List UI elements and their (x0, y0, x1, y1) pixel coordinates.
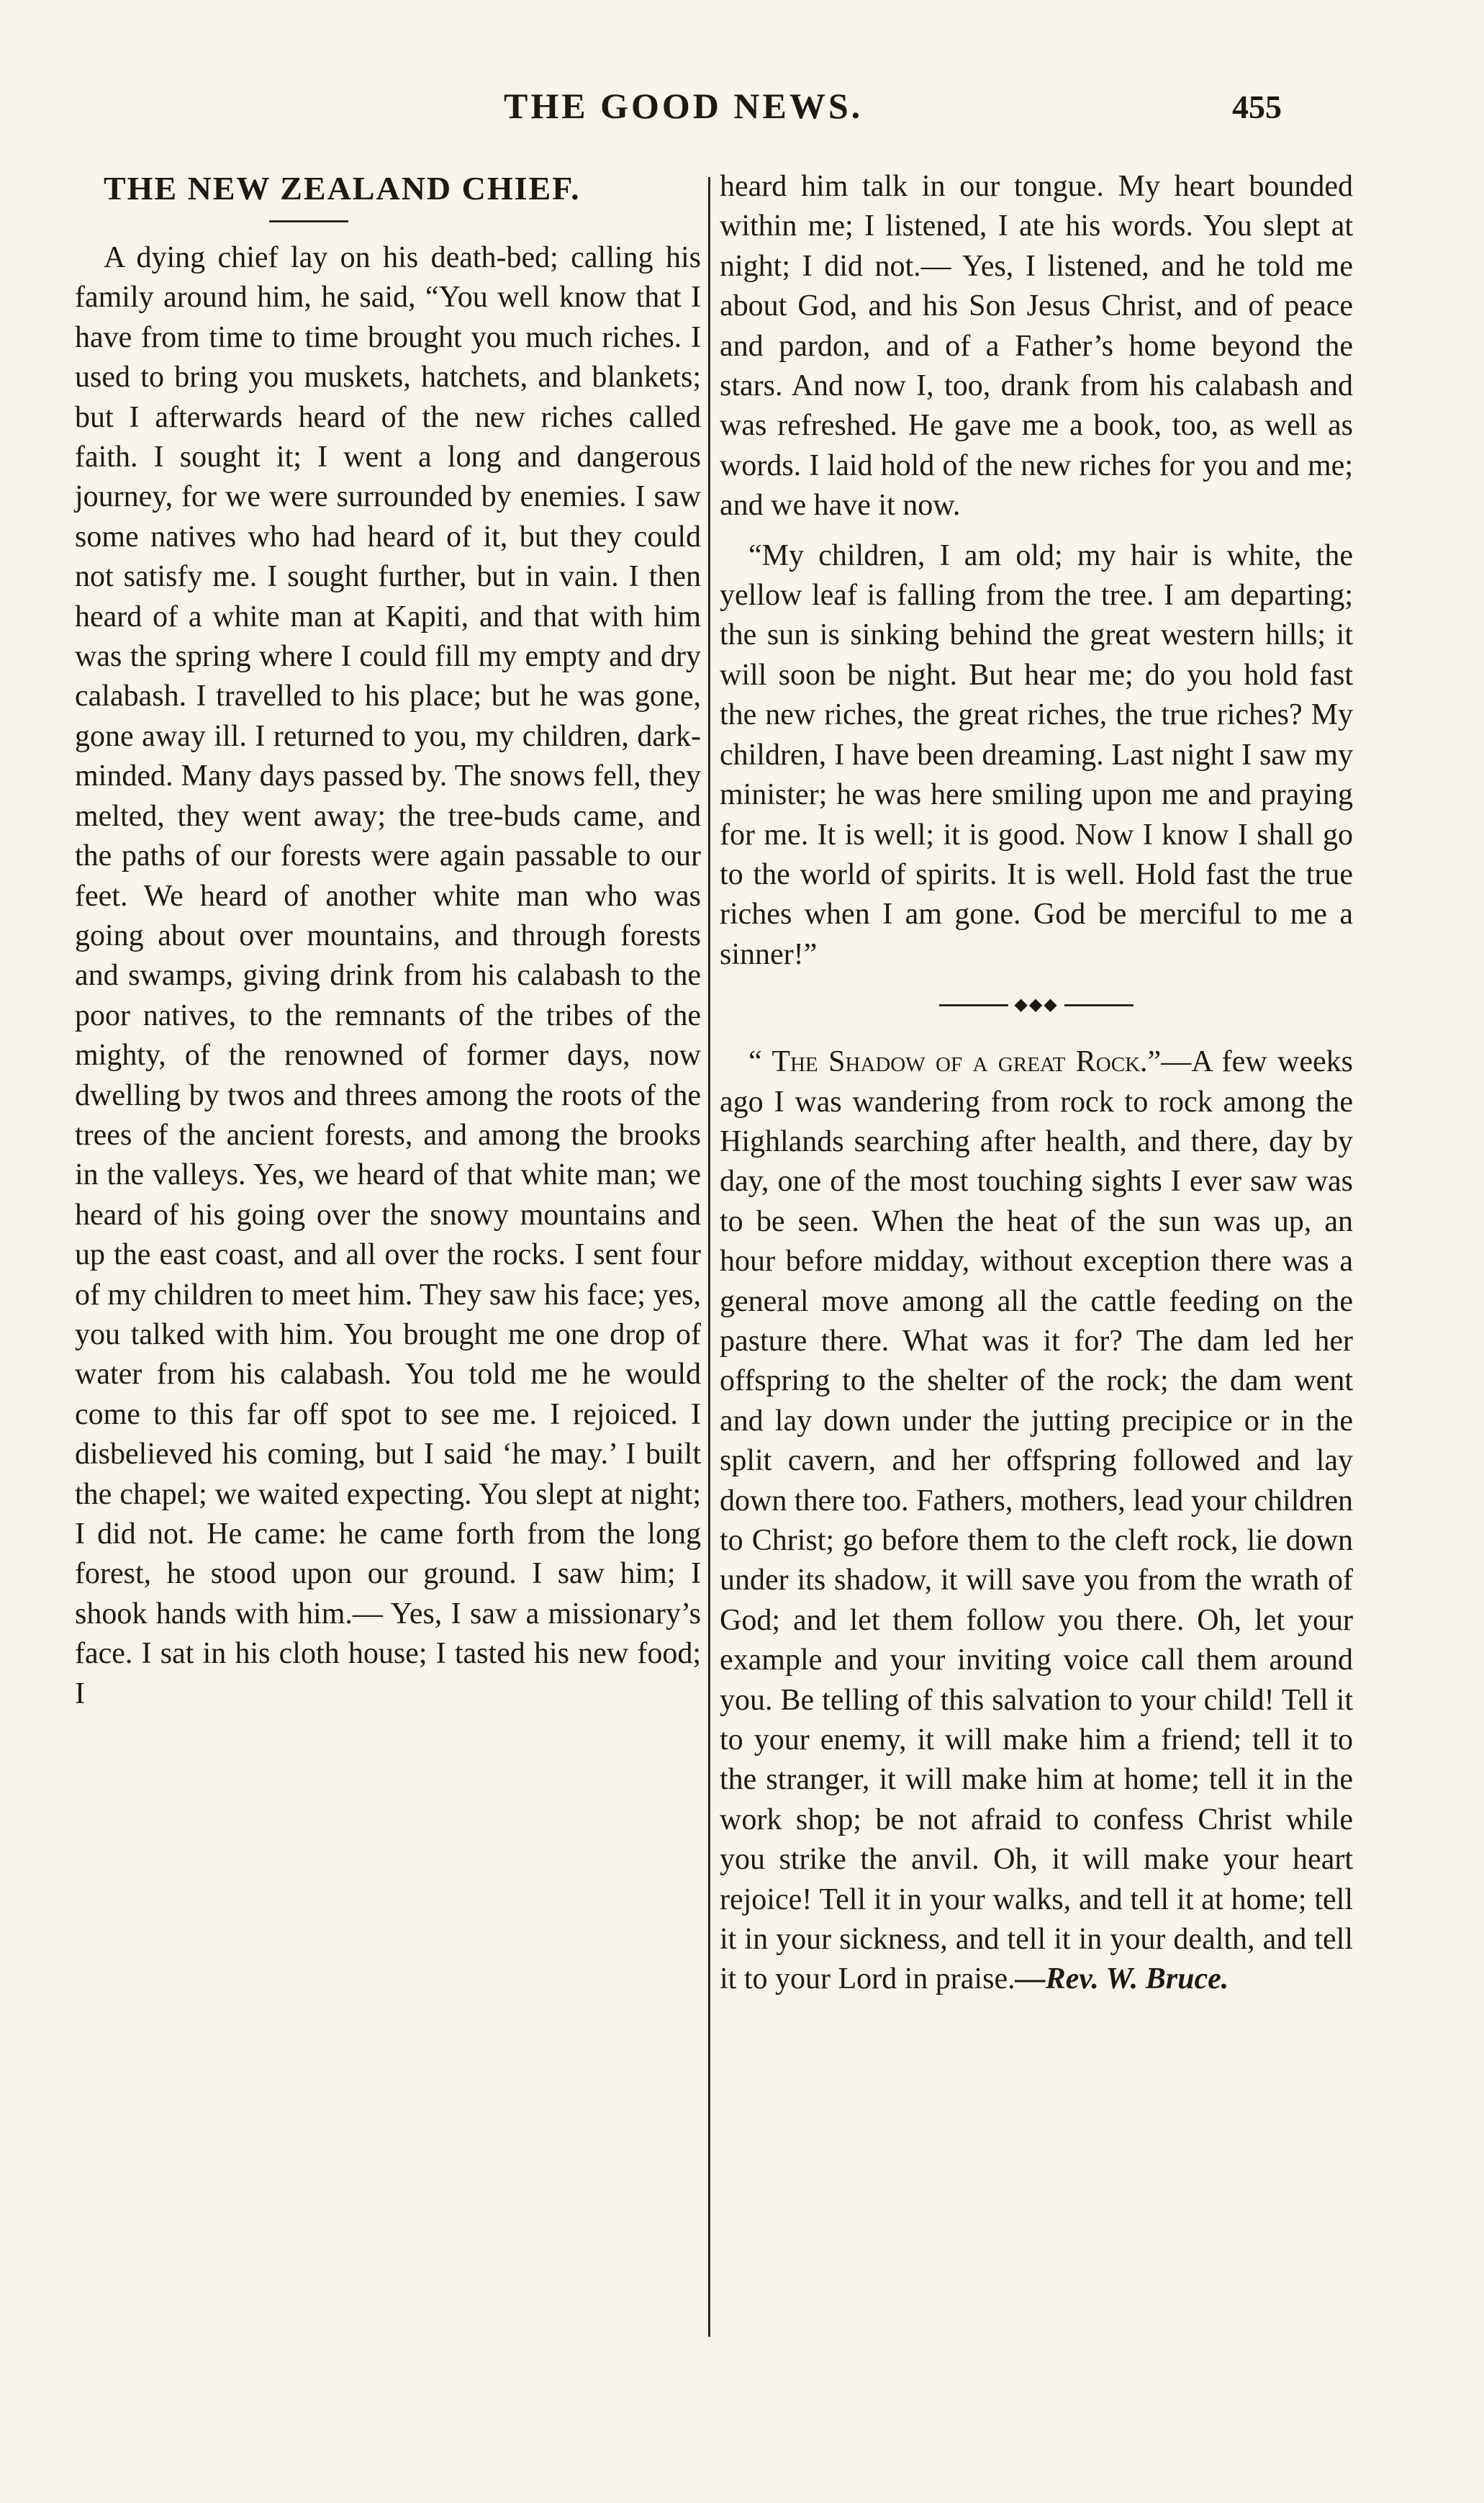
section-ornament (939, 996, 1134, 1014)
article-paragraph: A dying chief lay on his death-bed; calling his family around him, he said, “You well know that I have from time to time brought you much riches. I used to bring you muskets, hatchets, and blankets; but I afterwards heard of the new riches called faith. I sought it; I went a long and dangerous journey, for we were surrounded by enemies. I saw some natives who had heard of it, but they could not satisfy me. I sought further, but in vain. I then heard of a white man at Kapiti, and that with him was the spring where I could fill my empty and dry calabash. I travelled to his place; but he was gone, gone away ill. I returned to you, my children, dark-minded. Many days passed by. The snows fell, they melted, they went away; the tree-buds came, and the paths of our forests were again passable to our feet. We heard of another white man who was going about over mountains, and through forests and swamps, giving drink from his calabash to the poor natives, to the remnants of the tribes of the mighty, of the renowned of former days, now dwelling by twos and threes among the roots of the trees of the ancient forests, and among the brooks in the valleys. Yes, we heard of that white man; we heard of his going over the snowy mountains and up the east coast, and all over the rocks. I sent four of my children to meet him. They saw his face; yes, you talked with him. You brought me one drop of water from his calabash. You told me he would come to this far off spot to see me. I rejoiced. I disbelieved his coming, but I said ‘he may.’ I built the chapel; we waited expecting. You slept at night; I did not. He came: he came forth from the long forest, he stood upon our ground. I saw him; I shook hands with him.— Yes, I saw a missionary’s face. I sat in his cloth house; I tasted his new food; I (75, 241, 701, 1710)
article2-signature: —Rev. W. Bruce. (1015, 1962, 1229, 1996)
left-column (75, 167, 701, 1714)
page-number: 455 (1232, 89, 1282, 125)
right-column (720, 167, 1353, 2000)
article-continuation: heard him talk in our tongue. My heart bounded within me; I listened, I ate his words. You slept at night; I did not.— Yes, I listened, and he told me about God, and his Son Jesus Christ, and of peace and pardon, and of a Father’s home beyond the stars. And now I, too, drank from his calabash and was refreshed. He gave me a book, too, as well as words. I laid hold of the new riches for you and me; and we have it now. (720, 170, 1353, 523)
paragraph-gap (720, 526, 1353, 536)
diamond-ornament-icon: ◆◆◆ (1008, 996, 1064, 1014)
column-divider (708, 177, 710, 2337)
title-rule (269, 220, 348, 222)
article-title-new-zealand-chief: THE NEW ZEALAND CHIEF. (104, 170, 581, 207)
article-paragraph-2: “My children, I am old; my hair is white, the yellow leaf is falling from the tree. I am departing; the sun is sinking behind the great western hills; it will soon be night. But hear me; do you hold fast the new riches, the great riches, the true riches? My children, I have been dreaming. Last night I saw my minister; he was here smiling upon me and praying for me. It is well; it is good. Now I know I shall go to the world of spirits. It is well. Hold fast the true riches when I am gone. God be merciful to me a sinner!” (720, 538, 1353, 971)
publication-title: THE GOOD NEWS. (504, 86, 864, 126)
running-head (0, 85, 1484, 143)
article2-body: —A few weeks ago I was wandering from rock to rock among the Highlands searching after health, and there, day by day, one of the most touching sights I ever saw was to be seen. When the heat of the sun was up, an hour before midday, without exception there was a general move among all the cattle feeding on the pasture there. What was it for? The dam led her offspring to the shelter of the rock; the dam went and lay down under the jutting precipice or in the split cavern, and her offspring followed and lay down there too. Fathers, mothers, lead your children to Christ; go before them to the cleft rock, lie down under its shadow, it will save you from the wrath of God; and let them follow you there. Oh, let your example and your inviting voice call them around you. Be telling of this salvation to your child! Tell it to your enemy, it will make him a friend; tell it to the stranger, it will make him at home; tell it in the work shop; be not afraid to confess Christ while you strike the anvil. Oh, it will make your heart rejoice! Tell it in your walks, and tell it at home; tell it in your sickness, and tell it in your dealth, and tell it to your Lord in praise. (720, 1045, 1353, 1996)
article2-heading: “ The Shadow of a great Rock.” (748, 1045, 1162, 1079)
article-shadow-of-rock (720, 1042, 1353, 2000)
